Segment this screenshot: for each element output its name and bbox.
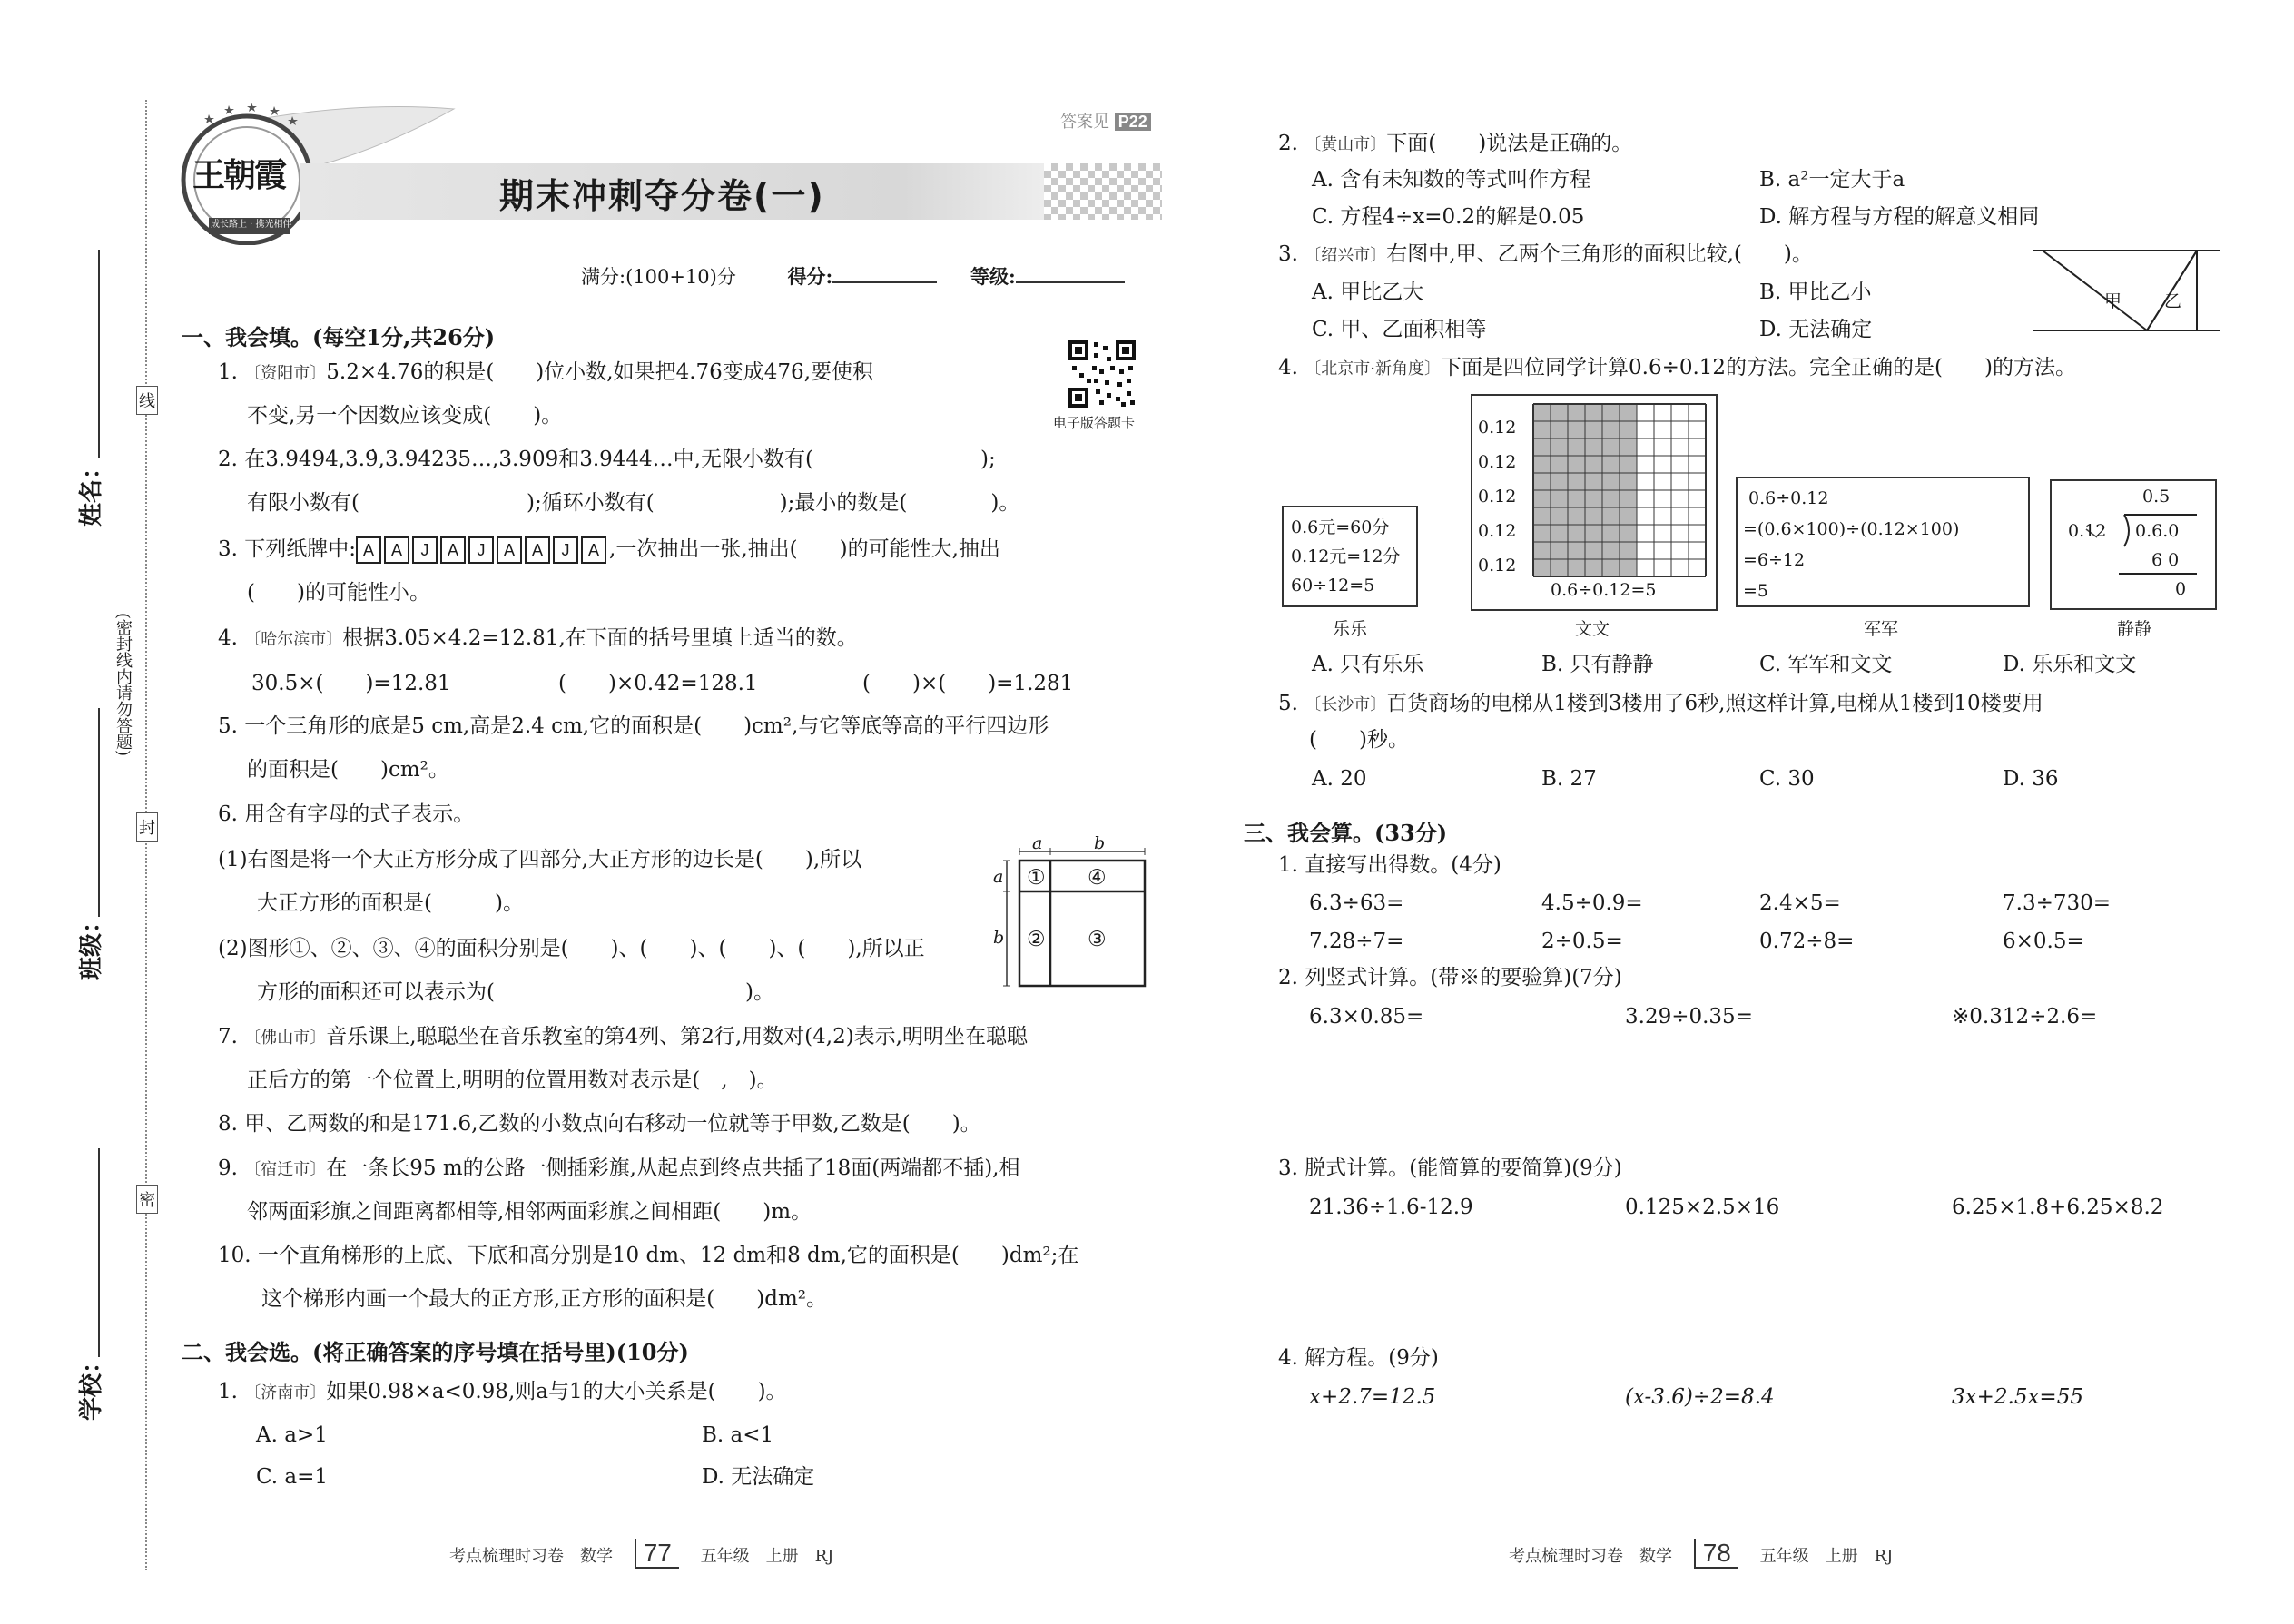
s2-q1-option-a[interactable]: A. a>1 [256, 1423, 328, 1447]
playing-card: A [497, 536, 522, 564]
score-line [581, 263, 1152, 290]
s3-p4-item-2: (x-3.6)÷2=8.4 [1625, 1385, 1775, 1409]
q-text: 用含有字母的式子表示。 [244, 802, 475, 826]
grid-label: 0.12 [1478, 556, 1517, 576]
division-dividend: 0.6.0 [2135, 521, 2180, 541]
s3-p2-item-1: 6.3×0.85= [1309, 1005, 1424, 1029]
s1-q8 [218, 1110, 981, 1137]
s3-p3-item-2: 0.125×2.5×16 [1625, 1196, 1780, 1219]
jingjing-name: 静静 [2117, 619, 2152, 639]
fig-region-2: ② [1027, 928, 1046, 951]
footer-grade: 五年级 上册 RJ [1759, 1547, 1894, 1566]
square-division-figure [994, 835, 1157, 989]
division-quotient: 0.5 [2142, 487, 2171, 507]
long-division-lines [2052, 481, 2215, 608]
s3-p4-title: 4. 解方程。(9分) [1278, 1346, 1439, 1370]
s1-q5-line2: 的面积是( )cm²。 [247, 758, 449, 782]
class-field-line [98, 708, 100, 917]
s2-q3-option-c[interactable]: C. 甲、乙面积相等 [1312, 318, 1487, 341]
grid-label: 0.12 [1478, 521, 1517, 541]
region-tag: 〔济南市〕 [244, 1383, 327, 1403]
s2-q5-option-a[interactable]: A. 20 [1312, 767, 1367, 791]
s1-q4-b: ( )×0.42=128.1 [558, 672, 758, 695]
answer-ref-text: 答案见 [1060, 113, 1109, 132]
junjun-line-1: 0.6÷0.12 [1748, 488, 1829, 508]
playing-card: A [356, 536, 381, 564]
s3-p2-title: 2. 列竖式计算。(带※的要验算)(7分) [1278, 966, 1622, 989]
class-label: 班级： [78, 909, 105, 980]
s3-p1-title: 1. 直接写出得数。(4分) [1278, 853, 1501, 877]
junjun-method-box [1736, 477, 2030, 607]
region-tag: 〔资阳市〕 [244, 364, 327, 383]
q-num: 2. [1278, 132, 1298, 155]
s3-p1-item-8: 6×0.5= [2003, 930, 2084, 953]
s3-p3-title: 3. 脱式计算。(能简算的要简算)(9分) [1278, 1156, 1622, 1180]
q-num: 5. [1278, 692, 1298, 715]
playing-card: J [553, 536, 578, 564]
s2-q2-option-a[interactable]: A. 含有未知数的等式叫作方程 [1312, 168, 1591, 192]
junjun-line-3: =6÷12 [1743, 550, 1806, 570]
card-row [356, 537, 609, 561]
fig-region-4: ④ [1088, 866, 1107, 890]
q-text: 一个直角梯形的上底、下底和高分别是10 dm、12 dm和8 dm,它的面积是( )dm²;在 [257, 1244, 1079, 1267]
s3-p2-item-3: ※0.312÷2.6= [1952, 1005, 2098, 1029]
junjun-line-4: =5 [1743, 581, 1769, 601]
footer-grade: 五年级 上册 RJ [700, 1547, 834, 1566]
grade-label: 等级: [970, 265, 1016, 288]
s1-q1 [218, 359, 873, 388]
s1-q5 [218, 713, 1049, 740]
fig-region-1: ① [1027, 866, 1046, 890]
division-subtract: 6 0 [2151, 550, 2180, 570]
s2-q2-option-d[interactable]: D. 解方程与方程的解意义相同 [1759, 205, 2040, 229]
fig-label-jia: 甲 [2104, 291, 2122, 311]
region-tag: 〔哈尔滨市〕 [244, 630, 343, 649]
q-num: 6. [218, 802, 238, 826]
fig-label-yi: 乙 [2164, 291, 2182, 311]
logo-slogan: 成长路上 · 携光相伴 [211, 220, 292, 230]
s2-q3 [1278, 241, 1813, 270]
school-label: 学校： [78, 1349, 105, 1421]
hundred-grid [1532, 403, 1708, 579]
s3-p1-item-1: 6.3÷63= [1309, 891, 1404, 915]
page-number-78: 78 [1694, 1539, 1738, 1569]
binding-mark-xian: 线 [136, 386, 158, 415]
s1-q3-line2: ( )的可能性小。 [247, 581, 430, 605]
s2-q4-option-d[interactable]: D. 乐乐和文文 [2003, 653, 2137, 676]
s1-q9 [218, 1155, 1020, 1184]
s1-q6 [218, 801, 474, 828]
s3-p1-item-4: 7.3÷730= [2003, 891, 2112, 915]
q-text: 在一条长95 m的公路一侧插彩旗,从起点到终点共插了18面(两端都不插),相 [326, 1156, 1020, 1180]
s1-q4 [218, 625, 858, 654]
score-blank[interactable] [832, 281, 937, 283]
qr-caption: 电子版答题卡 [1053, 415, 1136, 431]
s1-q10-line2: 这个梯形内画一个最大的正方形,正方形的面积是( )dm²。 [261, 1287, 828, 1311]
region-tag: 〔黄山市〕 [1305, 135, 1387, 154]
junjun-name: 军军 [1864, 619, 1899, 639]
s2-q2-option-b[interactable]: B. a²一定大于a [1759, 168, 1905, 192]
s1-q7-line2: 正后方的第一个位置上,明明的位置用数对表示是( , )。 [247, 1068, 778, 1092]
s2-q4-option-a[interactable]: A. 只有乐乐 [1312, 653, 1424, 676]
s2-q1-option-c[interactable]: C. a=1 [256, 1465, 329, 1489]
s1-q10 [218, 1242, 1078, 1269]
score-label: 得分: [787, 265, 833, 288]
footer-book: 考点梳理时习卷 数学 [449, 1547, 613, 1566]
s2-q3-option-a[interactable]: A. 甲比乙大 [1312, 281, 1424, 304]
q-text: 下面是四位同学计算0.6÷0.12的方法。完全正确的是( )的方法。 [1441, 356, 2077, 379]
s2-q5 [1278, 690, 2043, 719]
s2-q3-option-d[interactable]: D. 无法确定 [1759, 318, 1873, 341]
grid-label: 0.12 [1478, 452, 1517, 472]
right-footer [1509, 1539, 1893, 1568]
s2-q5-option-c[interactable]: C. 30 [1759, 767, 1815, 791]
q-num: 10. [218, 1244, 251, 1267]
wenwen-method-box [1471, 394, 1718, 611]
region-tag: 〔北京市·新角度〕 [1305, 359, 1441, 379]
s1-q9-line2: 邻两面彩旗之间距离都相等,相邻两面彩旗之间相距( )m。 [247, 1200, 812, 1224]
wenwen-name: 文文 [1575, 619, 1610, 639]
s3-p1-item-3: 2.4×5= [1759, 891, 1841, 915]
logo-text: 王朝霞 [192, 156, 286, 194]
q-num: 3. [1278, 242, 1298, 266]
fig-label-a-left: a [993, 867, 1004, 887]
fig-label-a-top: a [1032, 833, 1043, 853]
q-suffix: ,一次抽出一张,抽出( )的可能性大,抽出 [609, 537, 1000, 561]
s2-q1-option-d[interactable]: D. 无法确定 [702, 1465, 815, 1489]
lele-line-2: 0.12元=12分 [1291, 546, 1401, 566]
s2-q1 [218, 1378, 787, 1407]
qr-code[interactable] [1067, 339, 1137, 409]
s3-p1-item-2: 4.5÷0.9= [1541, 891, 1643, 915]
s3-p1-item-7: 0.72÷8= [1759, 930, 1855, 953]
s1-q4-c: ( )×( )=1.281 [862, 672, 1074, 695]
jingjing-method-box [2050, 479, 2217, 610]
s3-p4-item-1: x+2.7=12.5 [1309, 1385, 1436, 1409]
answer-ref-page: P22 [1115, 113, 1151, 131]
s2-q3-option-b[interactable]: B. 甲比乙小 [1759, 281, 1872, 304]
name-field-line [98, 250, 100, 458]
triangle-compare-figure [2033, 245, 2220, 336]
q-num: 4. [218, 626, 238, 650]
q-text: 5.2×4.76的积是( )位小数,如果把4.76变成476,要使积 [326, 360, 874, 384]
region-tag: 〔佛山市〕 [244, 1029, 327, 1048]
answer-reference [1060, 109, 1151, 133]
s1-q6-p1b: 大正方形的面积是( )。 [257, 891, 524, 915]
left-footer [449, 1539, 833, 1568]
s2-q4-option-c[interactable]: C. 军军和文文 [1759, 653, 1893, 676]
q-text: 根据3.05×4.2=12.81,在下面的括号里填上适当的数。 [342, 626, 858, 650]
full-score: 满分:(100+10)分 [581, 266, 736, 288]
grid-label: 0.12 [1478, 487, 1517, 507]
fig-label-b-left: b [993, 928, 1005, 948]
grid-label: 0.12 [1478, 418, 1517, 438]
playing-card: A [525, 536, 550, 564]
s2-q2-option-c[interactable]: C. 方程4÷x=0.2的解是0.05 [1312, 205, 1585, 229]
s2-q4-option-b[interactable]: B. 只有静静 [1541, 653, 1654, 676]
s3-p1-item-6: 2÷0.5= [1541, 930, 1623, 953]
s2-q2 [1278, 130, 1632, 159]
s3-p3-item-3: 6.25×1.8+6.25×8.2 [1952, 1196, 2164, 1219]
section3-heading: 三、我会算。(33分) [1244, 820, 1448, 846]
s1-q1-line2: 不变,另一个因数应该变成( )。 [247, 404, 563, 428]
q-num: 7. [218, 1025, 238, 1048]
q-num: 1. [218, 360, 238, 384]
s2-q5-option-d[interactable]: D. 36 [2003, 767, 2059, 791]
s2-q4 [1278, 354, 2076, 383]
q-text: 下面( )说法是正确的。 [1386, 132, 1633, 155]
wenwen-labels [1478, 410, 1532, 583]
playing-card: J [412, 536, 438, 564]
q-text: 如果0.98×a<0.98,则a与1的大小关系是( )。 [326, 1380, 787, 1403]
s1-q2-line2: 有限小数有( );循环小数有( );最小的数是( )。 [247, 491, 1020, 515]
lele-method-box [1282, 506, 1418, 607]
region-tag: 〔宿迁市〕 [244, 1160, 327, 1179]
region-tag: 〔绍兴市〕 [1305, 246, 1387, 265]
s2-q1-option-b[interactable]: B. a<1 [702, 1423, 774, 1447]
division-remainder: 0 [2175, 579, 2187, 599]
q-text: 在3.9494,3.9̇,3.94235…,3.909和3.9444…中,无限小数有( ); [244, 448, 996, 471]
region-tag: 〔长沙市〕 [1305, 695, 1387, 714]
playing-card: J [468, 536, 494, 564]
name-label: 姓名： [78, 455, 105, 527]
section1-heading: 一、我会填。(每空1分,共26分) [182, 324, 496, 350]
junjun-line-2: =(0.6×100)÷(0.12×100) [1743, 519, 1960, 539]
q-num: 5. [218, 714, 238, 738]
s1-q7 [218, 1023, 1028, 1052]
wenwen-bottom-eq: 0.6÷0.12=5 [1551, 580, 1657, 600]
s1-q6-p2a: (2)图形①、②、③、④的面积分别是( )、( )、( )、( ),所以正 [218, 937, 925, 960]
grade-blank[interactable] [1016, 281, 1125, 283]
lele-line-3: 60÷12=5 [1291, 576, 1375, 595]
s3-p1-item-5: 7.28÷7= [1309, 930, 1404, 953]
fig-label-b-top: b [1094, 833, 1106, 853]
q-text: 甲、乙两数的和是171.6,乙数的小数点向右移动一位就等于甲数,乙数是( )。 [244, 1112, 981, 1136]
s2-q5-option-b[interactable]: B. 27 [1541, 767, 1597, 791]
lele-name: 乐乐 [1333, 619, 1368, 639]
q-num: 8. [218, 1112, 238, 1136]
s1-q6-p2b: 方形的面积还可以表示为( )。 [257, 980, 774, 1004]
q-num: 9. [218, 1156, 238, 1180]
q-text: 一个三角形的底是5 cm,高是2.4 cm,它的面积是( )cm²,与它等底等高的平行四边形 [244, 714, 1049, 738]
section2-heading: 二、我会选。(将正确答案的序号填在括号里)(10分) [182, 1339, 689, 1365]
s2-q5-line2: ( )秒。 [1309, 728, 1409, 752]
title-checker [1044, 163, 1162, 220]
q-text: 右图中,甲、乙两个三角形的面积比较,( )。 [1386, 242, 1813, 266]
q-num: 1. [218, 1380, 238, 1403]
page-number-77: 77 [635, 1539, 679, 1569]
division-divisor: 0.12 [2068, 521, 2107, 541]
s3-p4-item-3: 3x+2.5x=55 [1952, 1385, 2083, 1409]
q-num: 4. [1278, 356, 1298, 379]
page-title: 期末冲刺夺分卷(一) [499, 176, 825, 216]
q-num: 2. [218, 448, 238, 471]
s1-q4-a: 30.5×( )=12.81 [251, 672, 451, 695]
s1-q3 [218, 536, 1000, 564]
footer-book: 考点梳理时习卷 数学 [1509, 1547, 1672, 1566]
q-text: 百货商场的电梯从1楼到3楼用了6秒,照这样计算,电梯从1楼到10楼要用 [1386, 692, 2043, 715]
lele-line-1: 0.6元=60分 [1291, 517, 1390, 537]
binding-mark-mi: 密 [136, 1185, 158, 1214]
playing-card: A [440, 536, 466, 564]
playing-card: A [581, 536, 606, 564]
s1-q2 [218, 446, 996, 473]
s1-q6-p1a: (1)右图是将一个大正方形分成了四部分,大正方形的边长是( ),所以 [218, 848, 862, 871]
s3-p3-item-1: 21.36÷1.6-12.9 [1309, 1196, 1473, 1219]
s3-p2-item-2: 3.29÷0.35= [1625, 1005, 1753, 1029]
binding-mark-feng: 封 [136, 812, 158, 842]
school-field-line [98, 1148, 100, 1357]
playing-card: A [384, 536, 409, 564]
fig-region-3: ③ [1088, 928, 1107, 951]
seal-note: (密封线内请勿答题) [113, 613, 133, 757]
q-num: 3. [218, 537, 238, 561]
q-prefix: 下列纸牌中: [244, 537, 357, 561]
q-text: 音乐课上,聪聪坐在音乐教室的第4列、第2行,用数对(4,2)表示,明明坐在聪聪 [326, 1025, 1028, 1048]
